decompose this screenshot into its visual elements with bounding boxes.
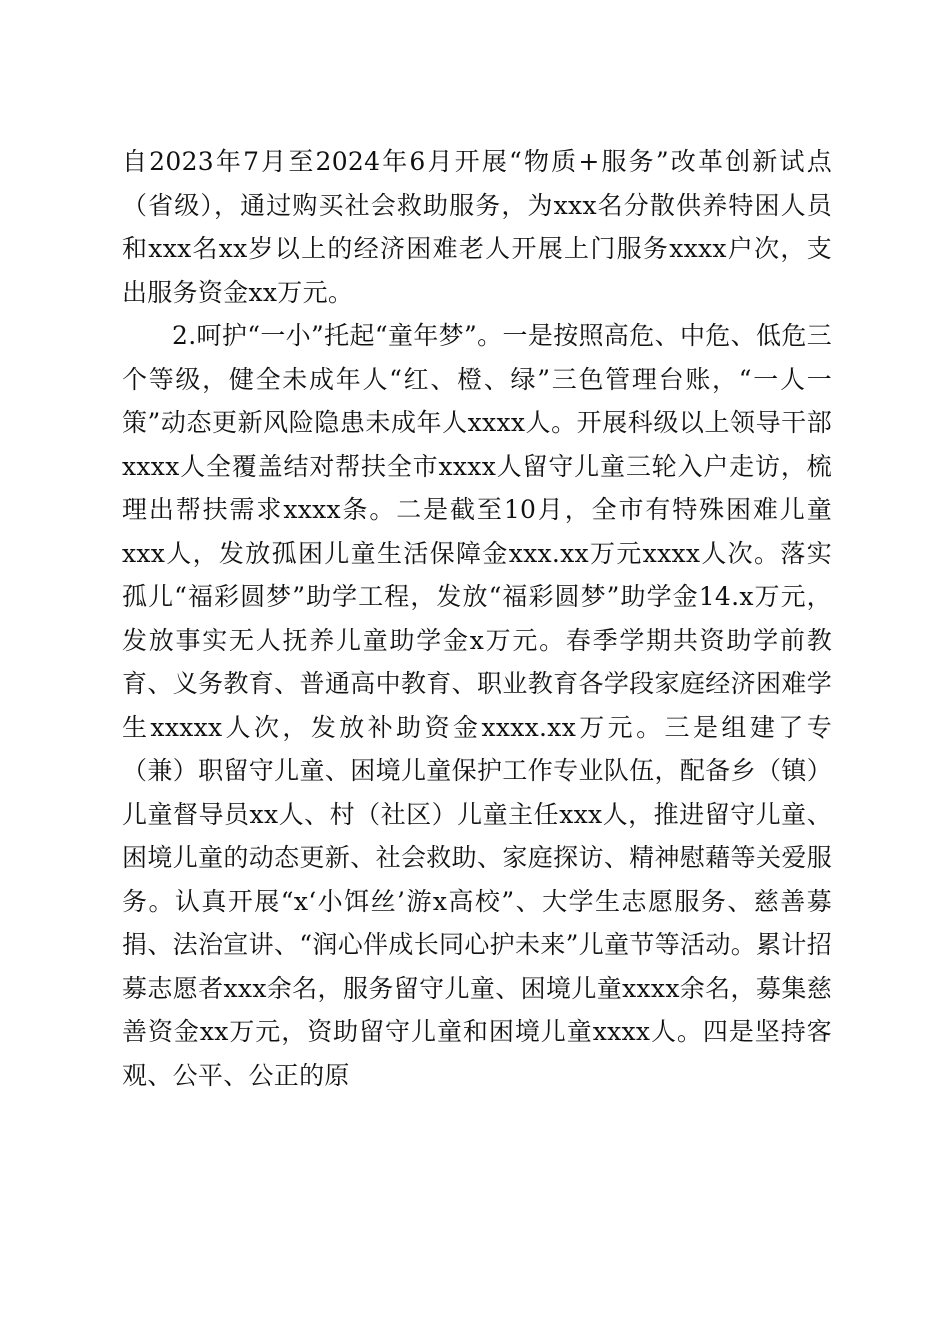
paragraph-section-2: 2.呵护“一小”托起“童年梦”。一是按照高危、中危、低危三个等级，健全未成年人“红、橙、绿”三色管理台账，“一人一策”动态更新风险隐患未成年人xxxx人。开展科级以上领导干部xxxx人全覆盖结对帮扶全市xxxx人留守儿童三轮入户走访，梳理出帮扶需求xxxx条。二是截至10月，全市有特殊困难儿童xxx人，发放孤困儿童生活保障金xxx.xx万元xxxx人次。落实孤儿“福彩圆梦”助学工程，发放“福彩圆梦”助学金14.x万元，发放事实无人抚养儿童助学金x万元。春季学期共资助学前教育、义务教育、普通高中教育、职业教育各学段家庭经济困难学生xxxxx人次，发放补助资金xxxx.xx万元。三是组建了专（兼）职留守儿童、困境儿童保护工作专业队伍，配备乡（镇）儿童督导员xx人、村（社区）儿童主任xxx人，推进留守儿童、困境儿童的动态更新、社会救助、家庭探访、精神慰藉等关爱服务。认真开展“x‘小饵丝’游x高校”、大学生志愿服务、慈善募捐、法治宣讲、“润心伴成长同心护未来”儿童节等活动。累计招募志愿者xxx余名，服务留守儿童、困境儿童xxxx余名，募集慈善资金xx万元，资助留守儿童和困境儿童xxxx人。四是坚持客观、公平、公正的原: [122, 321, 832, 1090]
paragraph-continuation: 自2023年7月至2024年6月开展“物质+服务”改革创新试点（省级），通过购买社会救助服务，为xxx名分散供养特困人员和xxx名xx岁以上的经济困难老人开展上门服务xxxx户次，支出服务资金xx万元。: [122, 147, 832, 307]
document-body: [122, 140, 832, 1097]
